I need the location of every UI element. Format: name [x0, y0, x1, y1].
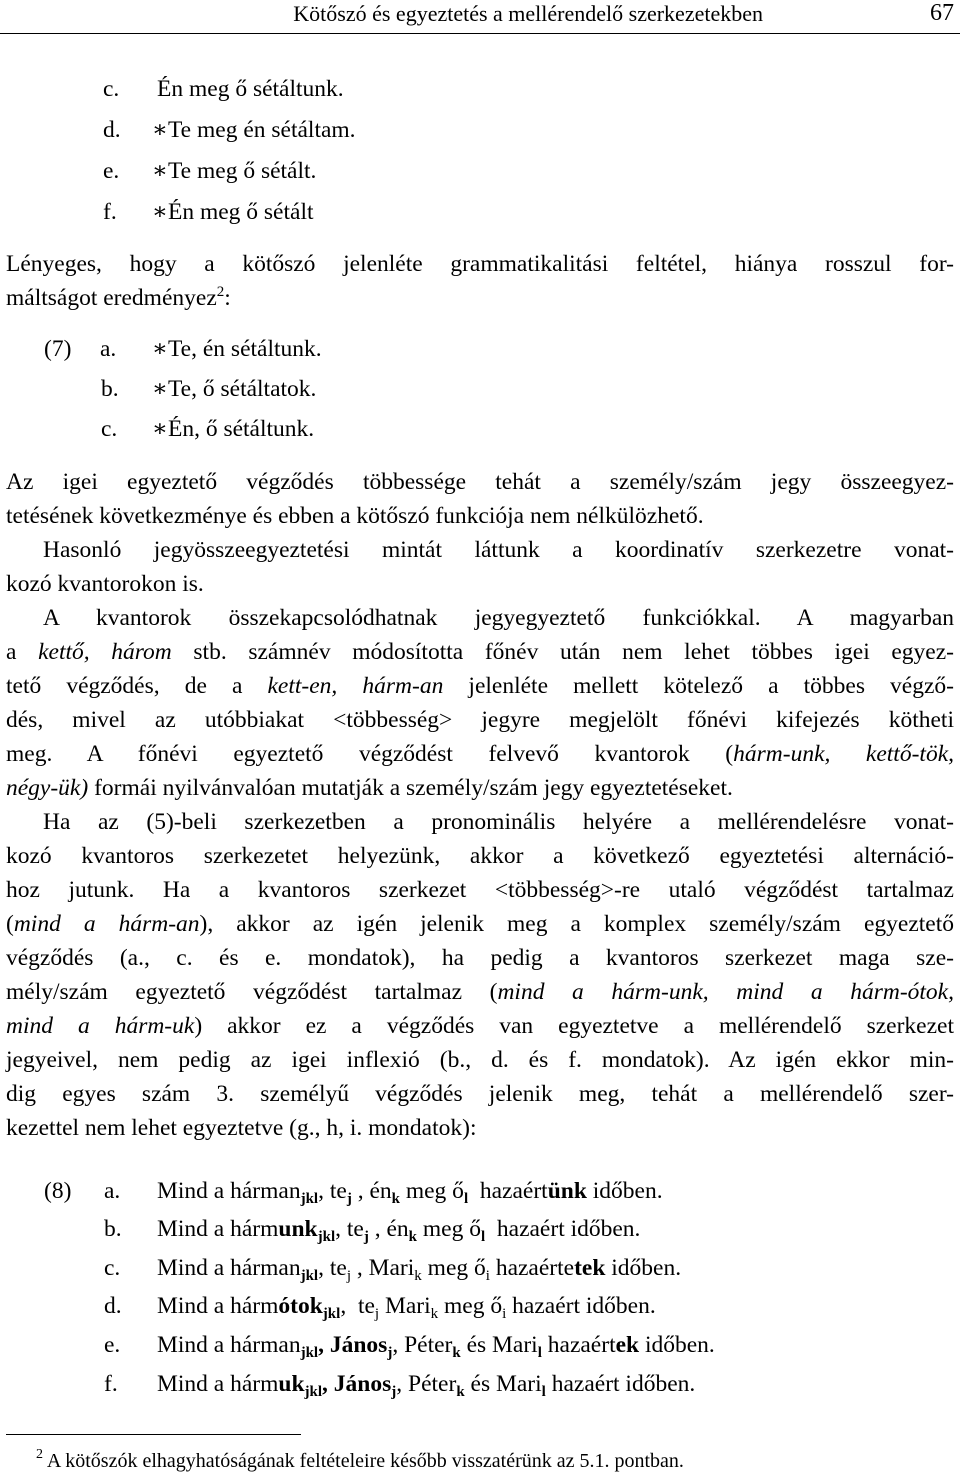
text-run: , János	[318, 1332, 388, 1358]
text-run: stb. számnév módosította főnév után nem lehet többes igei egyez-	[171, 639, 954, 665]
index: k	[391, 1191, 400, 1207]
paragraph-2	[6, 465, 954, 1145]
index: jkl	[300, 1345, 319, 1361]
text-line	[6, 975, 954, 1009]
text-run: , én	[368, 1216, 409, 1242]
text-line: kezettel nem lehet egyeztetve (g., h, i. mondatok):	[6, 1115, 477, 1141]
example-label: e.	[103, 158, 120, 184]
text-run: (	[6, 911, 14, 937]
index: j	[363, 1229, 369, 1245]
example-text	[157, 1214, 640, 1244]
text-run: a	[6, 639, 39, 665]
index: jkl	[304, 1384, 323, 1400]
paragraph-1	[6, 247, 954, 315]
text-run: meg ő	[421, 1255, 486, 1281]
bold-suffix: ótok	[278, 1293, 323, 1319]
text-run: hazaérte	[489, 1255, 575, 1281]
text-line: dig egyes szám 3. személyű végződés jelenik meg, tehát a mellérendelő szer-	[6, 1081, 954, 1107]
index: k	[430, 1306, 439, 1322]
text-line: Hasonló jegyösszeegyeztetési mintát láttunk a koordinatív szerkezetre vonat-	[43, 537, 954, 563]
index: j	[346, 1191, 352, 1207]
index: jkl	[322, 1306, 341, 1322]
example-text: Én meg ő sétáltunk.	[157, 76, 344, 102]
example-number: (8)	[44, 1178, 72, 1204]
example-text: ∗Te meg ő sétált.	[152, 158, 317, 184]
text-line: kozó kvantorokon is.	[6, 571, 204, 597]
text-run: , Péter	[396, 1371, 457, 1397]
text-run: hazaért időben.	[506, 1293, 656, 1319]
bold-suffix: uk	[278, 1371, 305, 1397]
text-line: dés, mivel az utóbbiakat <többesség> jegyre megjelölt főnévi kifejezés kötheti	[6, 707, 954, 733]
text-run: , Péter	[392, 1332, 453, 1358]
example-text: ∗Te, ő sétáltatok.	[152, 376, 317, 402]
text-line: Az igei egyeztető végződés többessége tehát a személy/szám jegy összeegyez-	[6, 469, 954, 495]
running-header	[0, 0, 960, 34]
text-line: Lényeges, hogy a kötőszó jelenléte grammatikalitási feltétel, hiánya rosszul for-	[6, 251, 954, 277]
text-line	[6, 669, 954, 703]
text-line: Ha az (5)-beli szerkezetben a pronominális helyére a mellérendelésre vonat-	[43, 809, 954, 835]
index: j	[391, 1384, 397, 1400]
text-line: jegyeivel, nem pedig az igei inflexió (b., d. és f. mondatok). Az igén ekkor min-	[6, 1047, 954, 1073]
index: k	[452, 1345, 461, 1361]
text-run: , te	[335, 1216, 364, 1242]
example-number: (7)	[44, 336, 72, 362]
footnote-separator	[6, 1434, 301, 1435]
italic-run: kett-en, hárm-an	[267, 673, 444, 699]
text-run: és Mari	[464, 1371, 542, 1397]
text-line	[6, 1009, 954, 1043]
text-run: időben.	[639, 1332, 715, 1358]
text-run: , te	[318, 1255, 347, 1281]
text-run: meg ő	[438, 1293, 503, 1319]
text-run: ) akkor ez a végződés van egyeztetve a mellérendelő szerkezet	[194, 1013, 955, 1039]
text-run: , te	[318, 1178, 347, 1204]
index: k	[408, 1229, 417, 1245]
text-line	[6, 771, 954, 805]
text-run: , te	[340, 1293, 375, 1319]
italic-run: négy-ük)	[6, 775, 89, 801]
text-run: Mari	[379, 1293, 431, 1319]
index: l	[480, 1229, 486, 1245]
header-title: Kötőszó és egyeztetés a mellérendelő szerkezetekben	[293, 1, 763, 26]
example-text: ∗Te, én sétáltunk.	[152, 336, 322, 362]
text-line	[6, 737, 954, 771]
text-run: , János	[322, 1371, 392, 1397]
text-line: A kvantorok összekapcsolódhatnak jegyegyeztető funkciókkal. A magyarban	[43, 605, 954, 631]
text-line	[6, 907, 954, 941]
index: k	[414, 1268, 422, 1284]
example-label: f.	[103, 199, 117, 225]
text-run: Mind a hárm	[157, 1371, 279, 1397]
index: k	[456, 1384, 465, 1400]
text-run: tető végződés, de a	[6, 673, 268, 699]
text-run: , én	[351, 1178, 392, 1204]
text-run: meg. A főnévi egyeztető végződést felvevő kvantorok (	[6, 741, 734, 767]
example-text: ∗Én meg ő sétált	[152, 199, 314, 225]
example-text: ∗Te meg én sétáltam.	[152, 117, 356, 143]
example-label: d.	[104, 1293, 122, 1319]
index: jkl	[317, 1229, 336, 1245]
text-line	[6, 635, 954, 669]
index: jkl	[300, 1191, 319, 1207]
example-label: b.	[104, 1216, 122, 1242]
bold-suffix: ek	[615, 1332, 640, 1358]
footnote-text: A kötőszók elhagyhatóságának feltételeire később visszatérünk az 5.1. pontban.	[43, 1450, 684, 1472]
example-label: c.	[101, 416, 118, 442]
text-run: :	[224, 285, 231, 311]
italic-run: kettő, három	[38, 639, 172, 665]
index: j	[346, 1268, 351, 1284]
text-run: és Mari	[460, 1332, 538, 1358]
text-run: hazaért	[468, 1178, 548, 1204]
text-line	[6, 281, 954, 315]
example-label: c.	[103, 76, 120, 102]
index: i	[485, 1268, 490, 1284]
index: l	[463, 1191, 469, 1207]
page-number: 67	[930, 0, 954, 26]
text-line: kozó kvantoros szerkezetet helyezünk, akkor a következő egyeztetési alternáció-	[6, 843, 954, 869]
text-run: meg ő	[399, 1178, 464, 1204]
text-line: tetésének következménye és ebben a kötőszó funkciója nem nélkülözhető.	[6, 503, 704, 529]
text-run: hazaért időben.	[485, 1216, 641, 1242]
index: j	[387, 1345, 393, 1361]
index: j	[374, 1306, 380, 1322]
text-run: formái nyilvánvalóan mutatják a személy/szám jegy egyeztetéseket.	[88, 775, 733, 801]
italic-run: hárm-unk, kettő-tök,	[733, 741, 954, 767]
example-text	[157, 1369, 695, 1399]
example-text	[157, 1253, 681, 1283]
bold-suffix: ünk	[547, 1178, 587, 1204]
text-run: mély/szám egyeztető végződést tartalmaz (	[6, 979, 498, 1005]
index: jkl	[300, 1268, 319, 1284]
text-run: Mind a hárman	[157, 1255, 301, 1281]
example-label: e.	[104, 1332, 121, 1358]
index: l	[537, 1345, 542, 1361]
example-label: b.	[101, 376, 119, 402]
example-text	[157, 1176, 663, 1206]
italic-run: mind a hárm-an	[13, 911, 200, 937]
example-text	[157, 1291, 656, 1321]
footnote	[36, 1448, 684, 1474]
footnote-ref: 2	[216, 284, 225, 300]
text-run: , Mari	[350, 1255, 415, 1281]
text-run: Mind a hárm	[157, 1216, 279, 1242]
text-line: végződés (a., c. és e. mondatok), ha pedig a kvantoros szerkezet maga sze-	[6, 945, 954, 971]
text-run: ), akkor az igén jelenik meg a komplex személy/szám egyeztető	[199, 911, 954, 937]
text-run: időben.	[586, 1178, 663, 1204]
example-label: d.	[103, 117, 121, 143]
text-run: Mind a hárman	[157, 1178, 301, 1204]
italic-run: mind a hárm-unk, mind a hárm-ótok,	[497, 979, 954, 1005]
bold-suffix: tek	[574, 1255, 606, 1281]
example-text	[157, 1330, 715, 1360]
text-run: jelenléte mellett kötelező a többes végző-	[443, 673, 954, 699]
index: l	[541, 1384, 546, 1400]
example-label: c.	[104, 1255, 121, 1281]
example-label: f.	[104, 1371, 118, 1397]
text-run: máltságot eredményez	[6, 285, 217, 311]
text-run: időben.	[605, 1255, 682, 1281]
text-run: meg ő	[417, 1216, 481, 1242]
text-run: hazaért időben.	[545, 1371, 696, 1397]
italic-run: mind a hárm-uk	[6, 1013, 195, 1039]
text-run: Mind a hárman	[157, 1332, 301, 1358]
example-text: ∗Én, ő sétáltunk.	[152, 416, 315, 442]
text-line: hoz jutunk. Ha a kvantoros szerkezet <többesség>-re utaló végződést tartalmaz	[6, 877, 954, 903]
example-label: a.	[100, 336, 117, 362]
footnote-mark: 2	[36, 1447, 43, 1462]
text-run: hazaért	[541, 1332, 616, 1358]
text-run: Mind a hárm	[157, 1293, 279, 1319]
example-label: a.	[104, 1178, 121, 1204]
bold-suffix: unk	[278, 1216, 318, 1242]
index: i	[502, 1306, 507, 1322]
